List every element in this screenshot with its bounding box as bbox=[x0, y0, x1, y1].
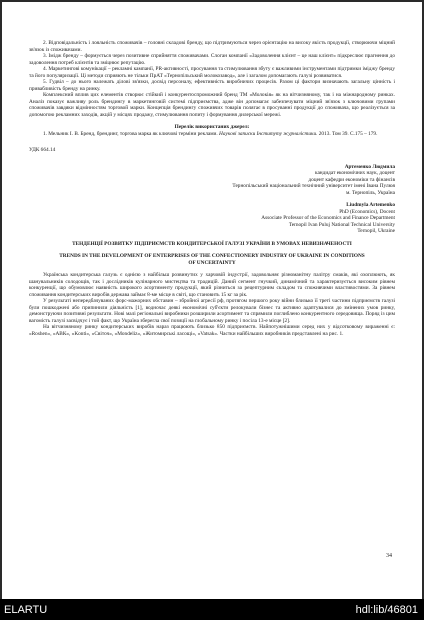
document-page bbox=[2, 2, 422, 599]
reference-text: 1. Мельник I. В. Бренд, брендинг, торгова марка як ключовi термiни реклами. bbox=[43, 130, 218, 137]
article-paragraph: Українська кондитерська галузь є однiєю з найбiльш розвинутих у харчовiй iндустрiї, задовольняє рiзноманiтну палiтру смакiв, якi охоплюють, як шанувальникiв солодощiв, так i дослiдникiв кулiнарного мистецтва та традицiй. Даний сегмент гнучкий, динамiчний та характеризується високим рiвнем конкуренцiї, що обумовлює наявнiсть широкого асортименту продукцiї, який рiзниться за рецептурним складом та споживчими властивостями. За рiвнем споживання кондитерських виробiв держава займає 8-ме мiсце в свiтi, що становить 15 кг за рiк. bbox=[29, 272, 395, 298]
footer-repository-label: ELARTU bbox=[4, 604, 48, 616]
title-ua: ТЕНДЕНЦIЇ РОЗВИТКУ ПIДПРИЄМСТВ КОНДИТЕРСЬКОЇ ГАЛУЗI УКРАЇНИ В УМОВАХ НЕВИЗНАЧЕНОСТI bbox=[72, 240, 352, 247]
body-paragraph: Комплексний вплив цих елементiв створює стiйкий i конкурентоспроможний бренд ТМ «Молокiя» як на вiтчизняному, так i на мiжнародному ринках. Аналiз показує важливу роль брендингу в маркетинговiй системi пiдприємства, адже вiн допомагає забезпечувати мiцний зв'язок з ключовими групами споживачiв завдяки вiдмiнностям торговой марки. Концепцiя брендингу споживчих товарiв полягає в просуваннi продукцiї до споживача, що реалiзується за допомогою рекламних заходiв, акцiй у мiсцях продажу, стимулювання попиту i формування дилерської мережi. bbox=[29, 92, 395, 118]
page-number: 34 bbox=[386, 553, 392, 559]
author-ua-position: доцент кафедри економiки та фiнансiв bbox=[308, 176, 395, 183]
body-paragraph: 5. Гудвiл – до нього належать дiловi зв'язки, досвiд персоналу, ефективнiсть виробничих процесiв. Разом цi фактори визначають загальну цiннiсть i привабливiсть бренду на ринку. bbox=[29, 79, 395, 92]
body-paragraph: 2. Вiдповiдальнiсть i лояльнiсть споживачiв – головнi складовi бренду, що пiдтримуються через орiєнтацiю на високу якiсть продукцiї, створюючи мiцний зв'язок iз споживачами. bbox=[29, 40, 395, 53]
footer-handle-link[interactable]: hdl:lib/46801 bbox=[355, 604, 418, 616]
reference-item bbox=[29, 131, 395, 138]
body-paragraph: 4. Маркетинговi комунiкацiї – рекламнi кампанiї, PR-активностi, просування та стимулювання збуту є важливими iнструментами пiдтримки iмiджу бренду та його популяризацiї. Цi методи сприяють не тiльки ПрАТ «Тернопiльський молокозавод», але i загалом допомагають галузi розвиватися. bbox=[29, 66, 395, 79]
body-paragraph: 3. Iмiдж бренду – формується через позитивне сприйняття споживачами. Слоган компанiї «Задоволення клiєнт – це наш клiєнт» пiдкреслює прагнення до задоволення потреб клiєнтiв та змiцнює репутацiю. bbox=[29, 53, 395, 66]
author-ua-degree: кандидат економiчних наук, доцент bbox=[314, 170, 395, 176]
page-content bbox=[29, 40, 395, 337]
author-ua-name: Артеменко Людмила bbox=[344, 163, 395, 170]
article-paragraph: На вiтчизняному ринку кондитерських виробiв нараз працюють близько 850 пiдприємств. Найпотужнiшими серед них у вiдсотковому вираженнi є: «Roshen», «АВК», «Konti», «Свiточ», «Mondeliz», «Житомирськi ласощi», «Vatsak». Частки найбiльших виробникiв представленi на рис. 1. bbox=[29, 324, 395, 337]
author-en-city: Ternopil, Ukraine bbox=[357, 228, 395, 234]
references-heading: Перелiк використаних джерел: bbox=[174, 124, 250, 130]
author-en-position: Associate Professor of the Economics and Finance Department bbox=[261, 215, 395, 221]
author-en-name: Liudmyla Artemenko bbox=[346, 202, 395, 208]
udk-code: УДК 664.14 bbox=[29, 147, 56, 153]
reference-journal: Науковi записки Iнституту журналiстики. bbox=[219, 130, 318, 137]
reference-tail: 2013. Том 39. С.175 – 179. bbox=[318, 130, 378, 137]
article-paragraph: У результатi непередбачуваних форс-мажорних обставин – збройної агресiї рф, протягом першого року вiйни близько її третi частини пiдприємств галузi були пошкодженi або припинили дiяльнiсть [1], водночас деякi економiчнi суб'єкти релокували бiзнес та активно адаптувалися до змiнених умов ринку, демонструючи позитивнi результати. Новi малi регiональнi виробники розширили асортимент та спрямили поглиблено конкурентного середовища. Поряд iз цим вагомiсть галузi засвiдчує i той факт, що Україна зберегла свої позицiї на глобальному ринку i посiла 13-е мiсце [2]. bbox=[29, 298, 395, 324]
title-en: TRENDS IN THE DEVELOPMENT OF ENTERPRISES OF THE CONFECTIONERY INDUSTRY OF UKRAINE IN CONDITIONS OF UNCERTAINTY bbox=[59, 253, 365, 266]
author-ua-university: Тернопiльський нацiональний технiчний унiверситет iменi Iвана Пулюя bbox=[232, 183, 395, 189]
author-ua-city: м. Тернопiль, Україна bbox=[345, 189, 395, 196]
author-en-degree: PhD (Economics), Docent bbox=[339, 208, 395, 215]
footer-bar bbox=[0, 599, 424, 620]
author-en-university: Ternopil Ivan Puluj National Technical University bbox=[288, 221, 395, 228]
